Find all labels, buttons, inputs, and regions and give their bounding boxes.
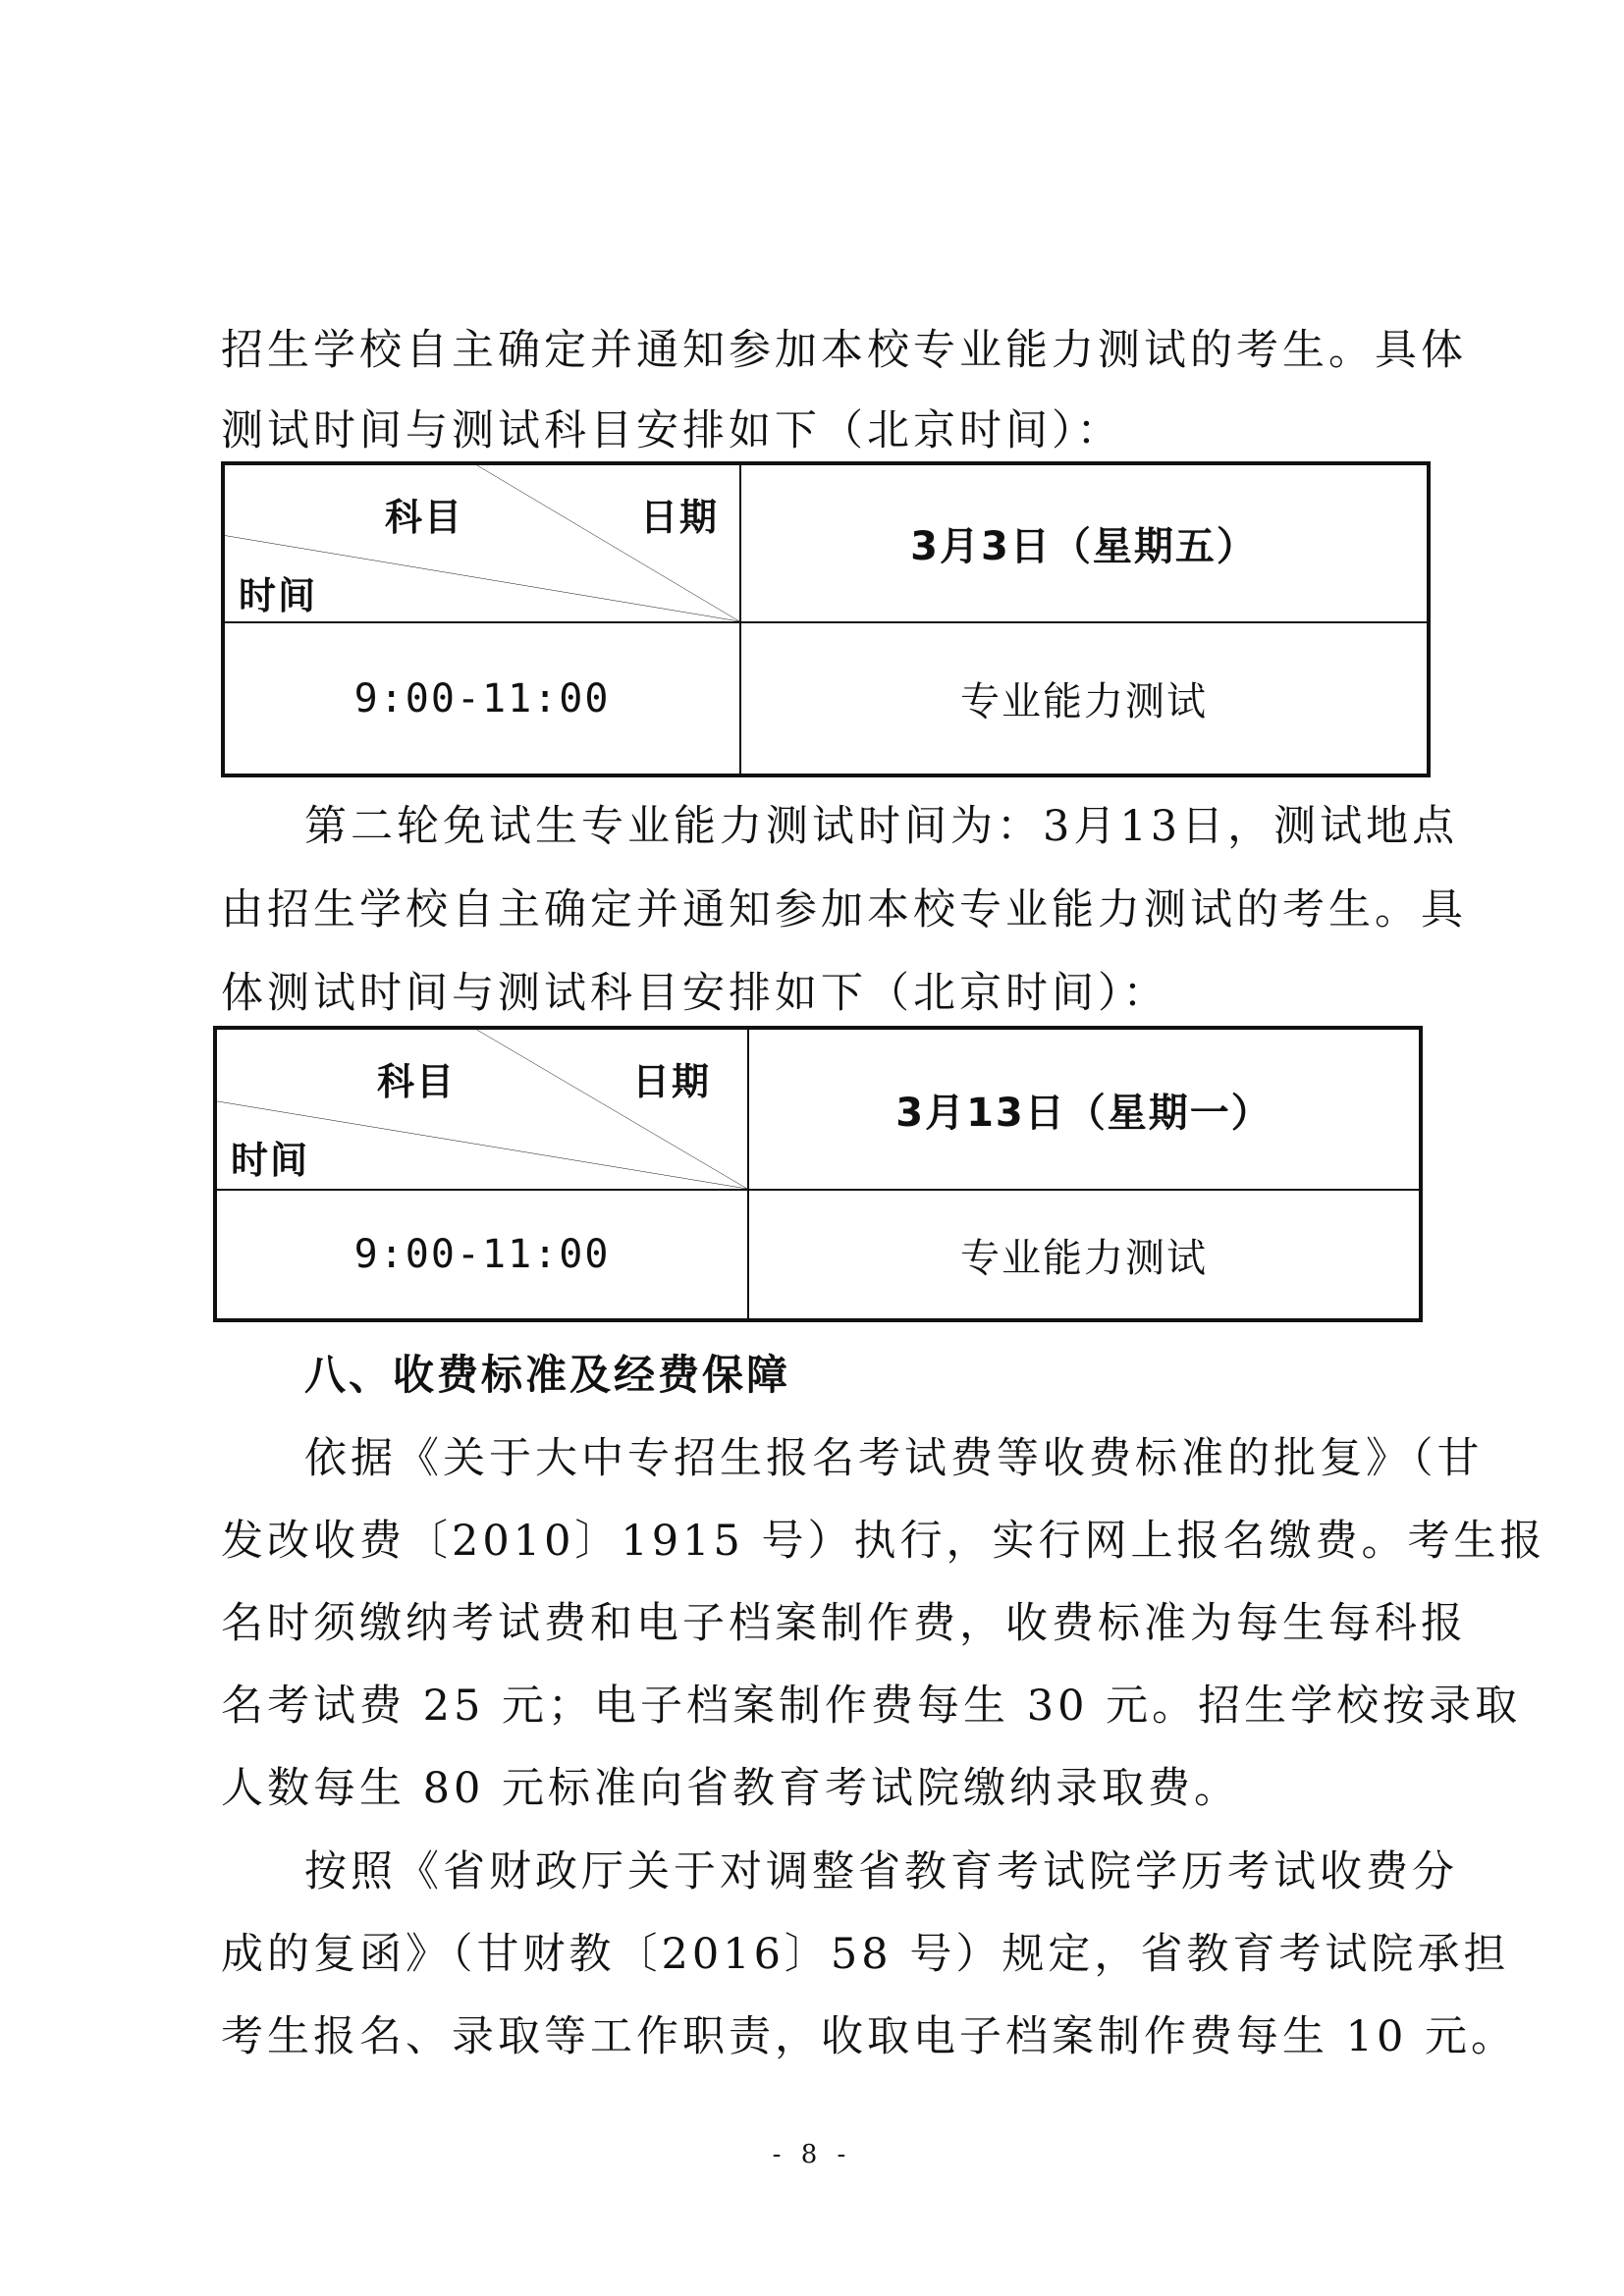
header-time-label: 时间 — [231, 1139, 310, 1182]
para4-line-2: 成的复函》（甘财教〔2016〕58 号）规定，省教育考试院承担 — [221, 1930, 1510, 1979]
para3-line-2: 发改收费〔2010〕1915 号）执行，实行网上报名缴费。考生报 — [221, 1517, 1546, 1566]
page-number: - 8 - — [772, 2140, 852, 2169]
header-subject-label: 科目 — [377, 1060, 457, 1103]
para4-line-3: 考生报名、录取等工作职责，收取电子档案制作费每生 10 元。 — [221, 2012, 1518, 2061]
para3-line-5: 人数每生 80 元标准向省教育考试院缴纳录取费。 — [221, 1764, 1241, 1813]
date-cell: 3月13日（星期一） — [748, 1028, 1421, 1190]
time-cell: 9:00-11:00 — [223, 622, 740, 775]
subject-cell: 专业能力测试 — [740, 622, 1429, 775]
para2-line-1: 第二轮免试生专业能力测试时间为：3月13日，测试地点 — [304, 802, 1459, 851]
schedule-table-1 — [221, 461, 1431, 777]
subject-cell: 专业能力测试 — [748, 1190, 1421, 1320]
para2-line-2: 由招生学校自主确定并通知参加本校专业能力测试的考生。具 — [221, 885, 1467, 934]
para2-line-3: 体测试时间与测试科目安排如下（北京时间）： — [221, 969, 1169, 1018]
section-heading: 八、收费标准及经费保障 — [304, 1351, 791, 1399]
diagonal-header-cell — [223, 463, 740, 622]
date-cell: 3月3日（星期五） — [740, 463, 1429, 622]
header-date-label: 日期 — [640, 496, 720, 539]
para3-line-3: 名时须缴纳考试费和电子档案制作费，收费标准为每生每科报 — [221, 1599, 1467, 1648]
time-cell: 9:00-11:00 — [215, 1190, 748, 1320]
para4-line-1: 按照《省财政厅关于对调整省教育考试院学历考试收费分 — [304, 1847, 1458, 1896]
para3-line-1: 依据《关于大中专招生报名考试费等收费标准的批复》（甘 — [304, 1434, 1484, 1483]
para1-line-2: 测试时间与测试科目安排如下（北京时间）： — [221, 406, 1123, 455]
diagonal-header-cell — [215, 1028, 748, 1190]
header-date-label: 日期 — [632, 1060, 712, 1103]
header-time-label: 时间 — [239, 574, 318, 617]
para1-line-1: 招生学校自主确定并通知参加本校专业能力测试的考生。具体 — [221, 326, 1467, 375]
schedule-table-2 — [213, 1026, 1423, 1322]
para3-line-4: 名考试费 25 元；电子档案制作费每生 30 元。招生学校按录取 — [221, 1682, 1522, 1731]
header-subject-label: 科目 — [385, 496, 464, 539]
